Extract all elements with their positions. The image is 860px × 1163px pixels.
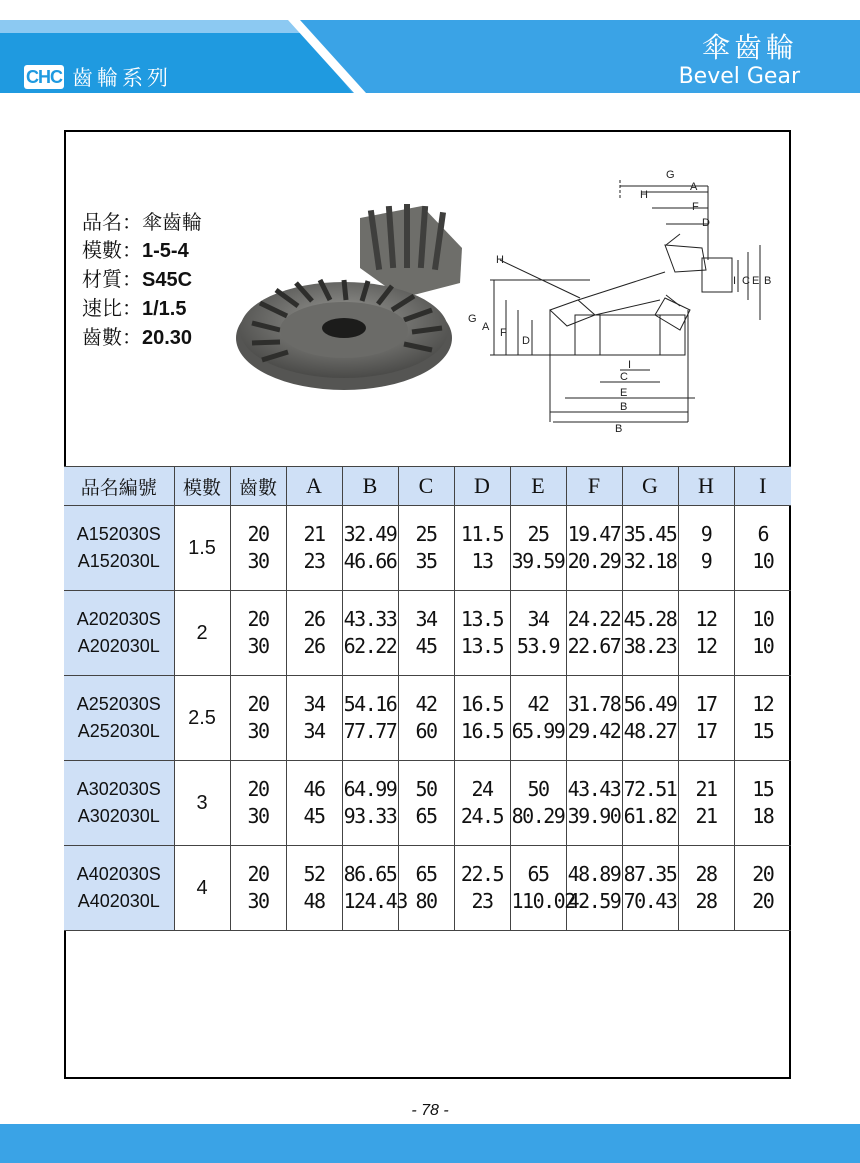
cell-e: 42 65.99 xyxy=(510,676,566,761)
cell-f: 24.22 22.67 xyxy=(566,591,622,676)
cell-f: 43.43 39.90 xyxy=(566,761,622,846)
cell-i: 12 15 xyxy=(734,676,791,761)
cell-e: 50 80.29 xyxy=(510,761,566,846)
dim-label-d-left: D xyxy=(522,335,530,347)
dimension-drawing xyxy=(470,160,780,435)
cell-module: 2 xyxy=(174,591,230,676)
brand xyxy=(24,62,172,92)
cell-module: 3 xyxy=(174,761,230,846)
dim-label-i: I xyxy=(628,359,632,371)
dim-label-f-left: F xyxy=(500,327,507,339)
dim-label-b: B xyxy=(615,423,623,435)
cell-d: 11.5 13 xyxy=(454,506,510,591)
dim-label-c: C xyxy=(620,371,628,383)
cell-h: 28 28 xyxy=(678,846,734,931)
cell-a: 52 48 xyxy=(286,846,342,931)
cell-d: 22.5 23 xyxy=(454,846,510,931)
product-title-en: Bevel Gear xyxy=(678,64,800,89)
cell-h: 21 21 xyxy=(678,761,734,846)
cell-b: 54.16 77.77 xyxy=(342,676,398,761)
cell-teeth: 20 30 xyxy=(230,676,286,761)
dim-label-b-right: B xyxy=(764,275,772,287)
col-header-i: I xyxy=(734,467,791,506)
table-row xyxy=(64,846,791,931)
cell-d: 24 24.5 xyxy=(454,761,510,846)
cell-a: 21 23 xyxy=(286,506,342,591)
table-body xyxy=(64,506,791,931)
cell-codes: A402030S A402030L xyxy=(64,846,174,931)
cell-i: 20 20 xyxy=(734,846,791,931)
dim-label-a-left: A xyxy=(482,321,490,333)
cell-teeth: 20 30 xyxy=(230,761,286,846)
dim-label-i-right: I xyxy=(733,275,737,287)
cell-codes: A252030S A252030L xyxy=(64,676,174,761)
col-header-e: E xyxy=(510,467,566,506)
cell-g: 35.45 32.18 xyxy=(622,506,678,591)
cell-codes: A152030S A152030L xyxy=(64,506,174,591)
spec-material: 材質：S45C xyxy=(82,267,193,291)
series-title: 齒輪系列 xyxy=(72,66,172,90)
col-header-c: C xyxy=(398,467,454,506)
cell-module: 1.5 xyxy=(174,506,230,591)
table-row xyxy=(64,676,791,761)
cell-e: 34 53.9 xyxy=(510,591,566,676)
cell-d: 13.5 13.5 xyxy=(454,591,510,676)
col-header-b: B xyxy=(342,467,398,506)
cell-g: 56.49 48.27 xyxy=(622,676,678,761)
col-header-a: A xyxy=(286,467,342,506)
cell-b: 64.99 93.33 xyxy=(342,761,398,846)
brand-logo: CHC xyxy=(26,67,62,87)
spec-table xyxy=(64,466,791,931)
dim-label-g: G xyxy=(666,169,675,181)
col-header-h: H xyxy=(678,467,734,506)
page-header xyxy=(0,0,860,100)
cell-g: 45.28 38.23 xyxy=(622,591,678,676)
cell-f: 48.89 42.59 xyxy=(566,846,622,931)
spec-name: 品名：傘齒輪 xyxy=(82,210,202,234)
spec-teeth: 齒數：20.30 xyxy=(82,325,193,349)
cell-teeth: 20 30 xyxy=(230,846,286,931)
table-row xyxy=(64,761,791,846)
table-row xyxy=(64,591,791,676)
col-header-f: F xyxy=(566,467,622,506)
cell-i: 10 10 xyxy=(734,591,791,676)
cell-g: 87.35 70.43 xyxy=(622,846,678,931)
cell-d: 16.5 16.5 xyxy=(454,676,510,761)
cell-h: 12 12 xyxy=(678,591,734,676)
col-header-code: 品名編號 xyxy=(64,467,174,506)
cell-c: 42 60 xyxy=(398,676,454,761)
col-header-g: G xyxy=(622,467,678,506)
col-header-module: 模數 xyxy=(174,467,230,506)
cell-c: 50 65 xyxy=(398,761,454,846)
cell-b: 43.33 62.22 xyxy=(342,591,398,676)
table-header-row xyxy=(64,467,791,506)
cell-i: 6 10 xyxy=(734,506,791,591)
product-title-cn: 傘齒輪 xyxy=(701,31,798,64)
cell-a: 26 26 xyxy=(286,591,342,676)
table-row xyxy=(64,506,791,591)
dim-label-h-left: H xyxy=(496,254,504,266)
dim-label-e: E xyxy=(620,387,628,399)
page-number: - 78 - xyxy=(411,1102,449,1119)
dim-label-g-left: G xyxy=(468,313,477,325)
col-header-teeth: 齒數 xyxy=(230,467,286,506)
page-footer-bar xyxy=(0,1124,860,1163)
cell-a: 34 34 xyxy=(286,676,342,761)
cell-i: 15 18 xyxy=(734,761,791,846)
cell-h: 9 9 xyxy=(678,506,734,591)
col-header-d: D xyxy=(454,467,510,506)
cell-f: 19.47 20.29 xyxy=(566,506,622,591)
cell-teeth: 20 30 xyxy=(230,506,286,591)
cell-e: 25 39.59 xyxy=(510,506,566,591)
dim-label-c-right: C xyxy=(742,275,750,287)
product-specs xyxy=(82,208,202,352)
cell-a: 46 45 xyxy=(286,761,342,846)
dim-label-b-mid: B xyxy=(620,401,628,413)
cell-c: 34 45 xyxy=(398,591,454,676)
cell-b: 86.65 124.43 xyxy=(342,846,398,931)
spec-ratio: 速比：1/1.5 xyxy=(82,296,187,320)
cell-e: 65 110.02 xyxy=(510,846,566,931)
dim-label-a-top: A xyxy=(690,181,698,193)
dim-label-h-top: H xyxy=(640,189,648,201)
cell-c: 25 35 xyxy=(398,506,454,591)
dim-label-d-top: D xyxy=(702,217,710,229)
cell-f: 31.78 29.42 xyxy=(566,676,622,761)
cell-codes: A302030S A302030L xyxy=(64,761,174,846)
cell-b: 32.49 46.66 xyxy=(342,506,398,591)
cell-module: 2.5 xyxy=(174,676,230,761)
cell-codes: A202030S A202030L xyxy=(64,591,174,676)
cell-teeth: 20 30 xyxy=(230,591,286,676)
cell-c: 65 80 xyxy=(398,846,454,931)
dim-label-f-top: F xyxy=(692,201,699,213)
cell-module: 4 xyxy=(174,846,230,931)
cell-h: 17 17 xyxy=(678,676,734,761)
spec-module: 模數：1-5-4 xyxy=(82,238,189,262)
dim-label-e-right: E xyxy=(752,275,760,287)
cell-g: 72.51 61.82 xyxy=(622,761,678,846)
bevel-gear-photo xyxy=(232,188,472,406)
